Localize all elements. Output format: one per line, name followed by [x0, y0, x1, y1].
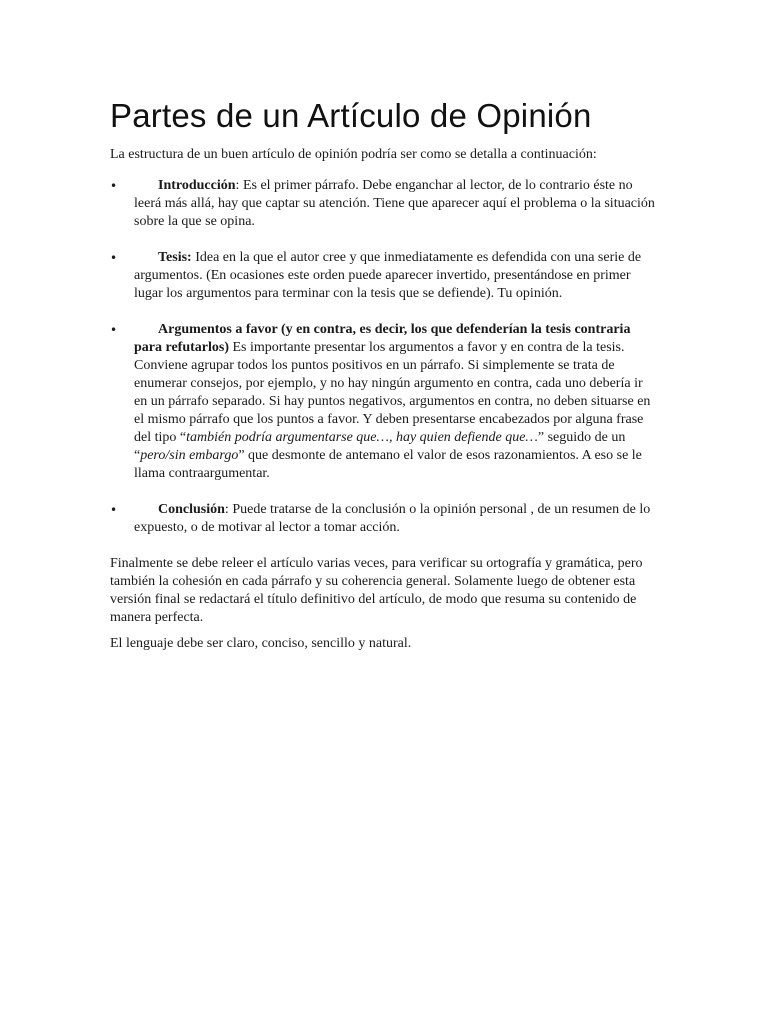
item-italic-phrase: también podría argumentarse que…, hay quien defiende que…: [186, 430, 538, 445]
list-item-introduccion: [110, 177, 658, 231]
item-text-end: ” que desmonte de antemano el valor de esos razonamientos. A eso se le llama contraargumentar.: [134, 448, 642, 481]
list-item-argumentos: [110, 321, 658, 483]
parts-list: [110, 177, 658, 537]
item-text: Puede tratarse de la conclusión o la opinión personal , de un resumen de lo expuesto, o de motivar al lector a tomar acción.: [134, 502, 651, 535]
document-page: [110, 96, 658, 661]
item-text: Es el primer párrafo. Debe enganchar al lector, de lo contrario éste no leerá más allá, hay que captar su atención. Tiene que aparecer aquí el problema o la situación sobre la que se opina.: [134, 178, 655, 229]
intro-paragraph: La estructura de un buen artículo de opinión podría ser como se detalla a continuación:: [110, 147, 597, 162]
item-text: Es importante presentar los argumentos a favor y en contra de la tesis. Conviene agrupar todos los puntos positivos en un párrafo. Si simplemente se trata de enumerar consejos, por ejemplo, y no hay ningún argumento en contra, cada uno debería ir en un párrafo separado. Si hay puntos negativos, argumentos en contra, no deben situarse en el mismo párrafo que los puntos a favor. Y deben presentarse encabezados por alguna frase del tipo “: [134, 340, 651, 445]
item-heading: Conclusión: [158, 502, 225, 517]
item-heading-suffix: :: [235, 178, 240, 193]
page-title: Partes de un Artículo de Opinión: [110, 97, 592, 134]
item-heading-suffix: :: [224, 502, 229, 517]
final-paragraph: El lenguaje debe ser claro, conciso, sencillo y natural.: [110, 636, 412, 651]
closing-paragraph: Finalmente se debe releer el artículo varias veces, para verificar su ortografía y gramática, pero también la cohesión en cada párrafo y su coherencia general. Solamente luego de obtener esta versión final se redactará el título definitivo del artículo, de modo que resuma su contenido de manera perfecta.: [110, 556, 643, 625]
item-italic-phrase: pero/sin embargo: [140, 448, 239, 463]
bullet-icon: •: [110, 179, 118, 193]
list-item-tesis: [110, 249, 658, 303]
item-text-continued: ” seguido de un “: [134, 430, 626, 463]
item-heading: Introducción: [158, 178, 236, 193]
item-heading: Tesis:: [158, 250, 192, 265]
bullet-icon: •: [110, 503, 118, 517]
bullet-icon: •: [110, 251, 118, 265]
item-heading: Argumentos a favor (y en contra, es decir, los que defenderían la tesis contraria para refutarlos): [134, 322, 631, 355]
list-item-conclusion: [110, 501, 658, 537]
item-text: Idea en la que el autor cree y que inmediatamente es defendida con una serie de argumentos. (En ocasiones este orden puede aparecer invertido, presentándose en primer lugar los argumentos para terminar con la tesis que se defiende). Tu opinión.: [134, 250, 642, 301]
bullet-icon: •: [110, 323, 118, 337]
